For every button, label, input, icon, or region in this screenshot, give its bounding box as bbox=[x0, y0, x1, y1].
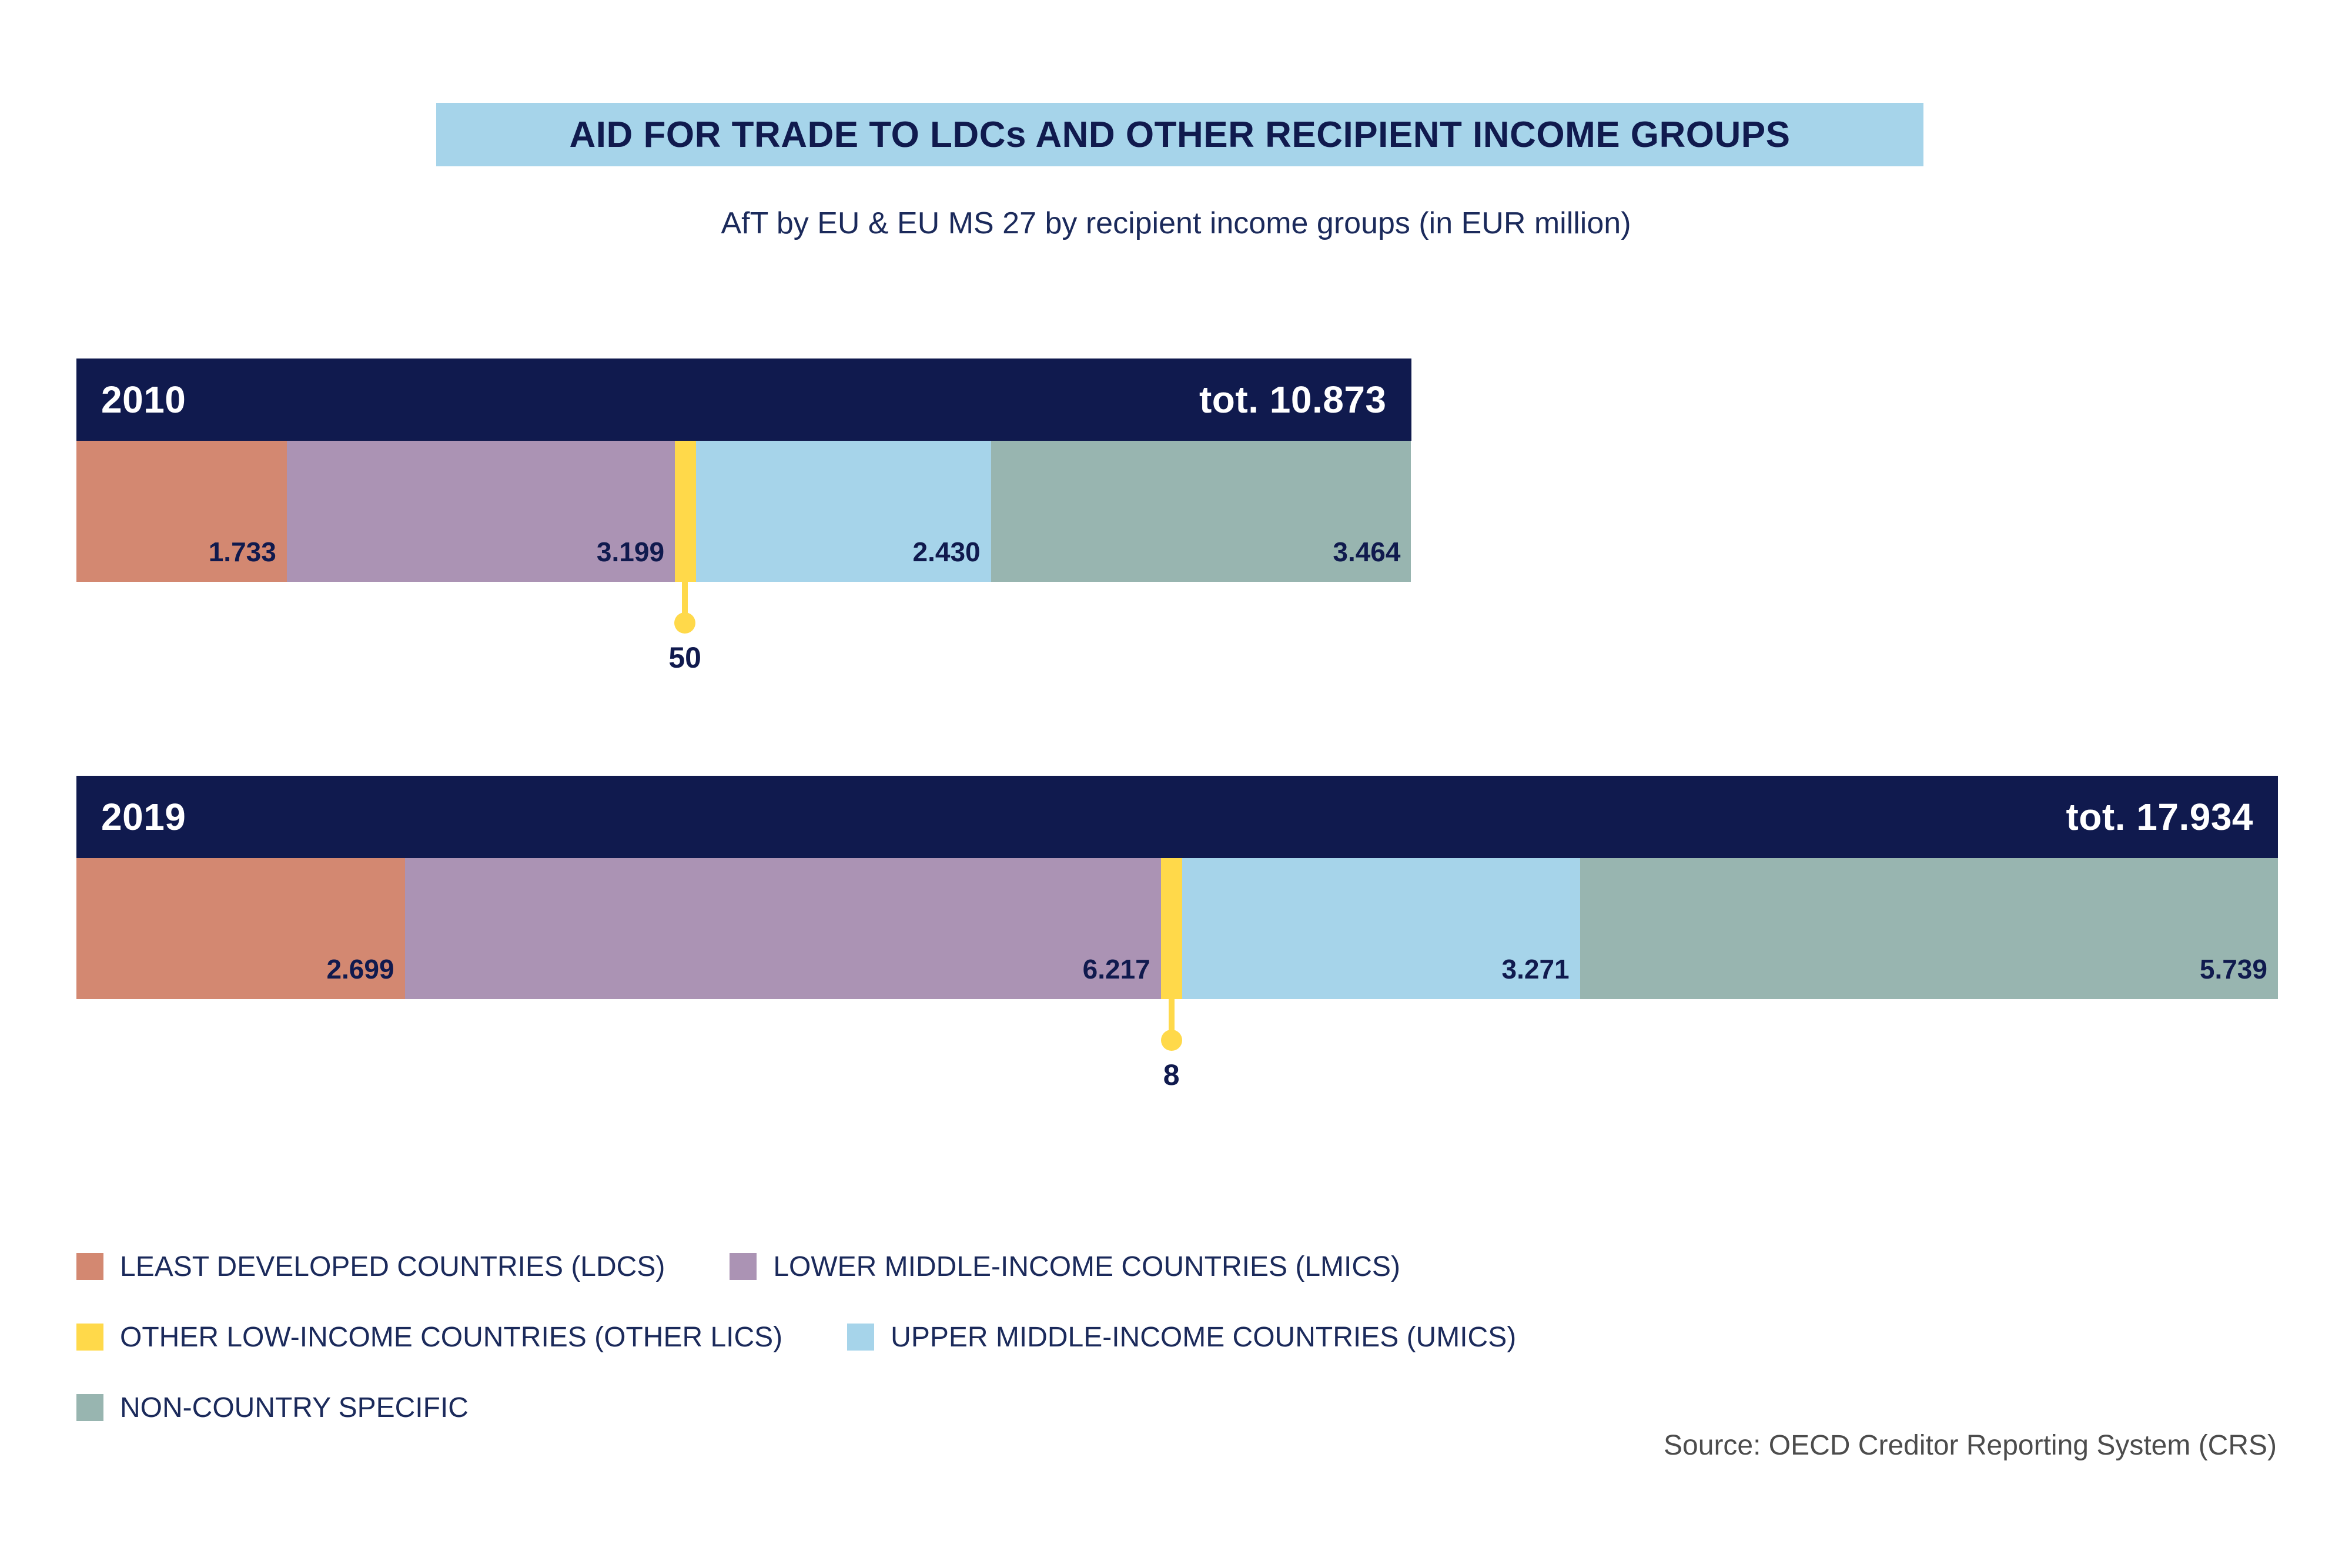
bar-segment-label: 1.733 bbox=[208, 537, 276, 567]
legend-label: OTHER LOW-INCOME COUNTRIES (OTHER LICS) bbox=[120, 1321, 783, 1353]
legend-label: NON-COUNTRY SPECIFIC bbox=[120, 1392, 469, 1423]
callout-label: 8 bbox=[1163, 1058, 1180, 1091]
legend-swatch-icon bbox=[730, 1253, 757, 1280]
legend-item-non-country-specific bbox=[76, 1392, 469, 1424]
year-header-2019 bbox=[76, 776, 2278, 858]
legend-swatch-icon bbox=[76, 1253, 103, 1280]
legend-item-other-lics bbox=[76, 1321, 782, 1353]
year-total: tot. 10.873 bbox=[1199, 378, 1387, 421]
year-total: tot. 17.934 bbox=[2066, 796, 2253, 838]
bar-segment-label: 3.271 bbox=[1501, 954, 1570, 984]
bar-segment bbox=[1182, 858, 1580, 999]
legend bbox=[76, 1231, 2278, 1443]
page-title-banner bbox=[436, 103, 1923, 166]
chart-block-2019 bbox=[76, 776, 2278, 1091]
bar-segment-label: 6.217 bbox=[1082, 954, 1150, 984]
legend-row-1 bbox=[76, 1231, 2278, 1302]
bar-segment bbox=[675, 441, 696, 582]
page-subtitle: AfT by EU & EU MS 27 by recipient income groups (in EUR million) bbox=[721, 206, 1631, 240]
bar-segment-label: 5.739 bbox=[2199, 954, 2267, 984]
legend-label: LEAST DEVELOPED COUNTRIES (LDCS) bbox=[120, 1251, 665, 1282]
bar-segment bbox=[991, 441, 1411, 582]
bar-segment bbox=[76, 441, 287, 582]
legend-swatch-icon bbox=[847, 1324, 874, 1351]
legend-row-2 bbox=[76, 1302, 2278, 1372]
legend-item-umics bbox=[847, 1321, 1516, 1353]
bar-segment bbox=[287, 441, 675, 582]
legend-swatch-icon bbox=[76, 1324, 103, 1351]
source-note: Source: OECD Creditor Reporting System (CRS) bbox=[1664, 1430, 2277, 1461]
callout-label: 50 bbox=[668, 641, 701, 674]
bar-segment-label: 3.464 bbox=[1333, 537, 1401, 567]
bar-segment-label: 2.430 bbox=[912, 537, 981, 567]
stacked-bar-2010 bbox=[76, 441, 1411, 674]
callout-dot-icon bbox=[1161, 1030, 1182, 1051]
bar-segment bbox=[405, 858, 1161, 999]
chart-block-2010 bbox=[76, 359, 2278, 674]
year-header-2010 bbox=[76, 359, 1411, 441]
callout-dot-icon bbox=[674, 612, 695, 634]
year-label: 2019 bbox=[101, 796, 186, 838]
page-title: AID FOR TRADE TO LDCs AND OTHER RECIPIENT INCOME GROUPS bbox=[569, 114, 1791, 155]
bar-segment bbox=[1580, 858, 2278, 999]
stacked-bar-2019 bbox=[76, 858, 2278, 1091]
legend-swatch-icon bbox=[76, 1394, 103, 1421]
legend-label: UPPER MIDDLE-INCOME COUNTRIES (UMICS) bbox=[891, 1321, 1517, 1353]
legend-item-ldcs bbox=[76, 1251, 665, 1283]
legend-item-lmics bbox=[730, 1251, 1400, 1283]
year-label: 2010 bbox=[101, 378, 186, 421]
bar-segment bbox=[1161, 858, 1182, 999]
bar-segment-label: 3.199 bbox=[596, 537, 665, 567]
bar-segment bbox=[76, 858, 405, 999]
bar-segment bbox=[696, 441, 991, 582]
bar-segment-label: 2.699 bbox=[326, 954, 394, 984]
legend-label: LOWER MIDDLE-INCOME COUNTRIES (LMICS) bbox=[773, 1251, 1401, 1282]
